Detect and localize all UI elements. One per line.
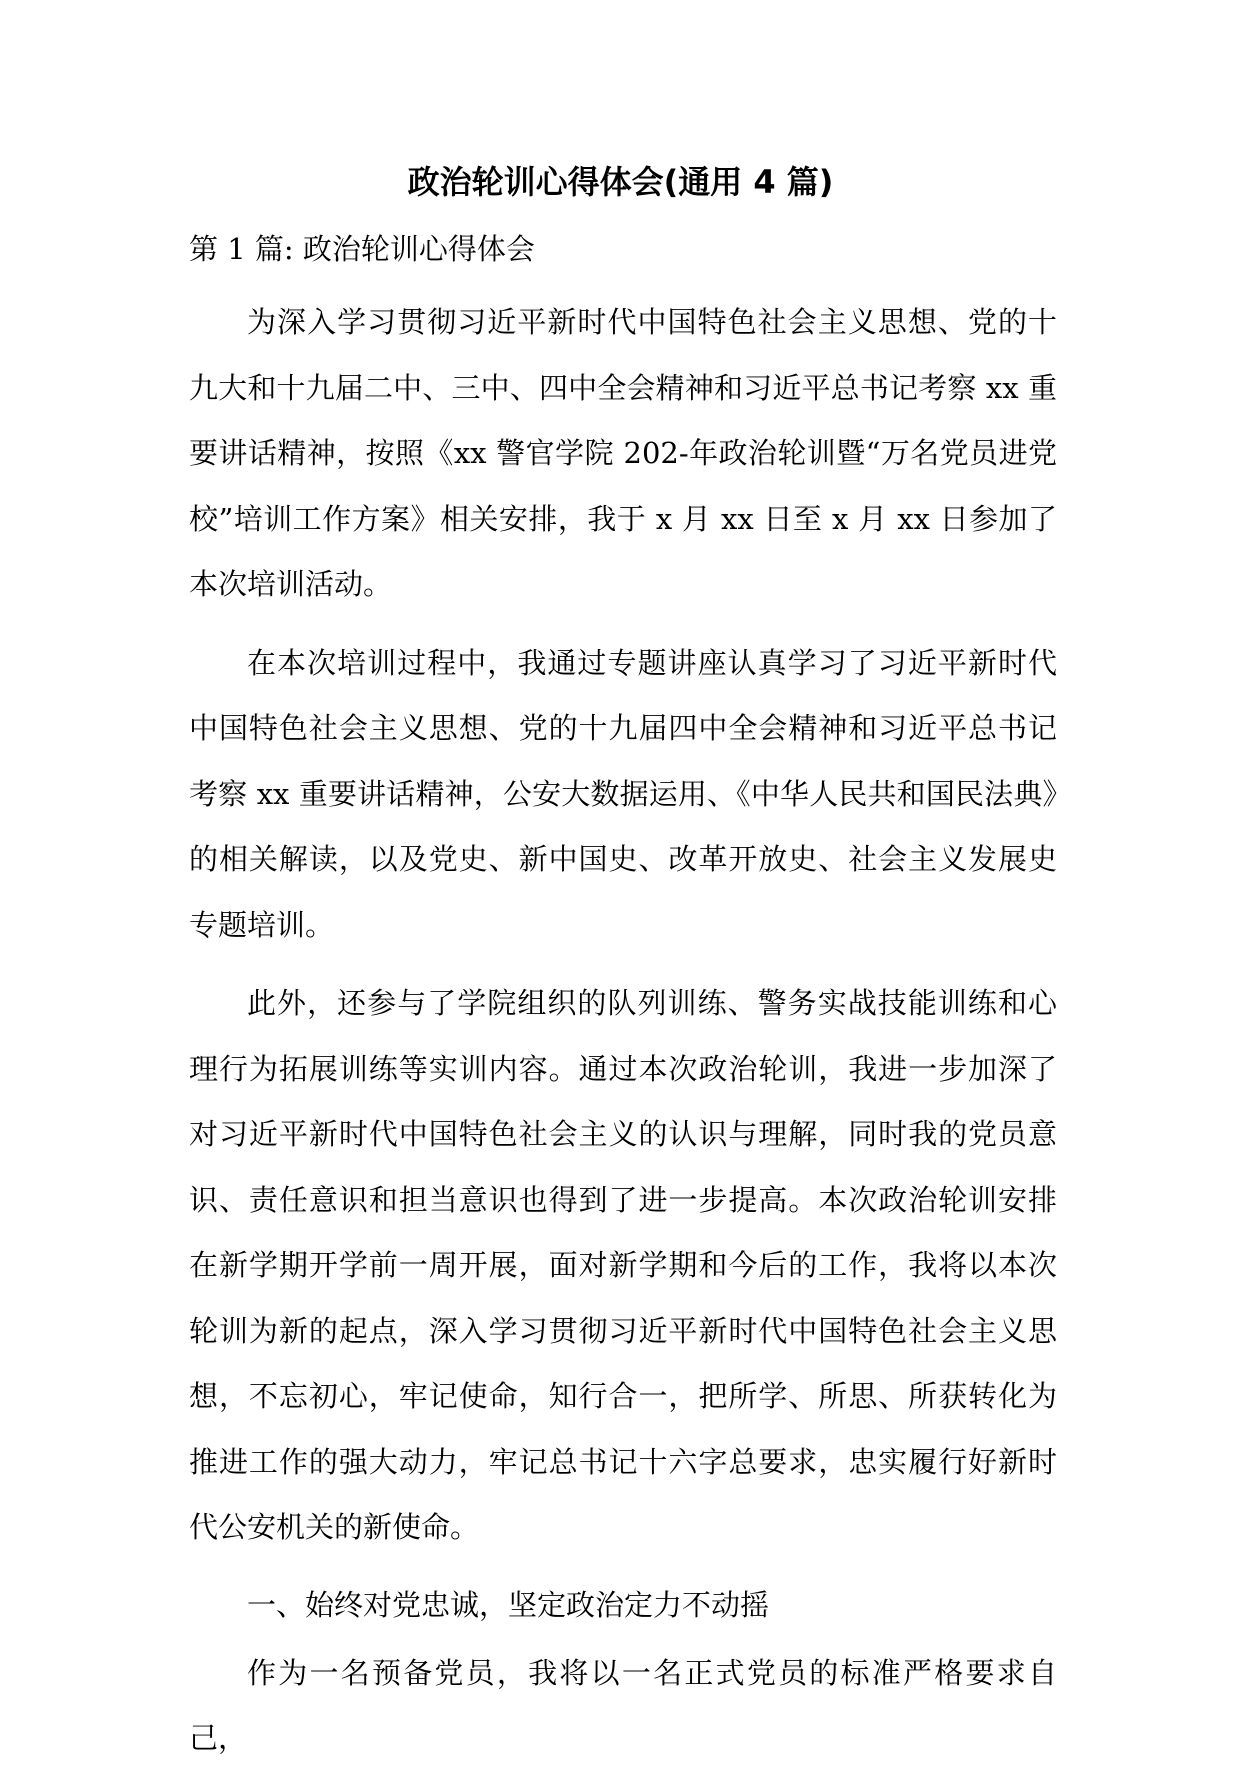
section-heading: 第 1 篇: 政治轮训心得体会	[189, 232, 535, 266]
document-title: 政治轮训心得体会(通用 4 篇)	[407, 163, 834, 201]
paragraph: 在本次培训过程中，我通过专题讲座认真学习了习近平新时代中国特色社会主义思想、党的十九届四中全会精神和习近平总书记考察 xx 重要讲话精神，公安大数据运用、《中华人民共和国民法典》的相关解读，以及党史、新中国史、改革开放史、社会主义发展史专题培训。	[189, 645, 1057, 942]
subsection-heading: 一、始终对党忠诚，坚定政治定力不动摇	[247, 1587, 770, 1622]
document-body	[189, 290, 1057, 1785]
paragraph: 此外，还参与了学院组织的队列训练、警务实战技能训练和心理行为拓展训练等实训内容。通过本次政治轮训，我进一步加深了对习近平新时代中国特色社会主义的认识与理解，同时我的党员意识、责任意识和担当意识也得到了进一步提高。本次政治轮训安排在新学期开学前一周开展，面对新学期和今后的工作，我将以本次轮训为新的起点，深入学习贯彻习近平新时代中国特色社会主义思想，不忘初心，牢记使命，知行合一，把所学、所思、所获转化为推进工作的强大动力，牢记总书记十六字总要求，忠实履行好新时代公安机关的新使命。	[189, 986, 1057, 1544]
paragraph: 作为一名预备党员，我将以一名正式党员的标准严格要求自己，	[189, 1655, 1057, 1755]
paragraph: 为深入学习贯彻习近平新时代中国特色社会主义思想、党的十九大和十九届二中、三中、四中全会精神和习近平总书记考察 xx 重要讲话精神，按照《xx 警官学院 202-年政治轮训暨“万名党员进党校”培训工作方案》相关安排，我于 x 月 xx 日至 x 月 xx 日参加了本次培训活动。	[189, 305, 1057, 601]
